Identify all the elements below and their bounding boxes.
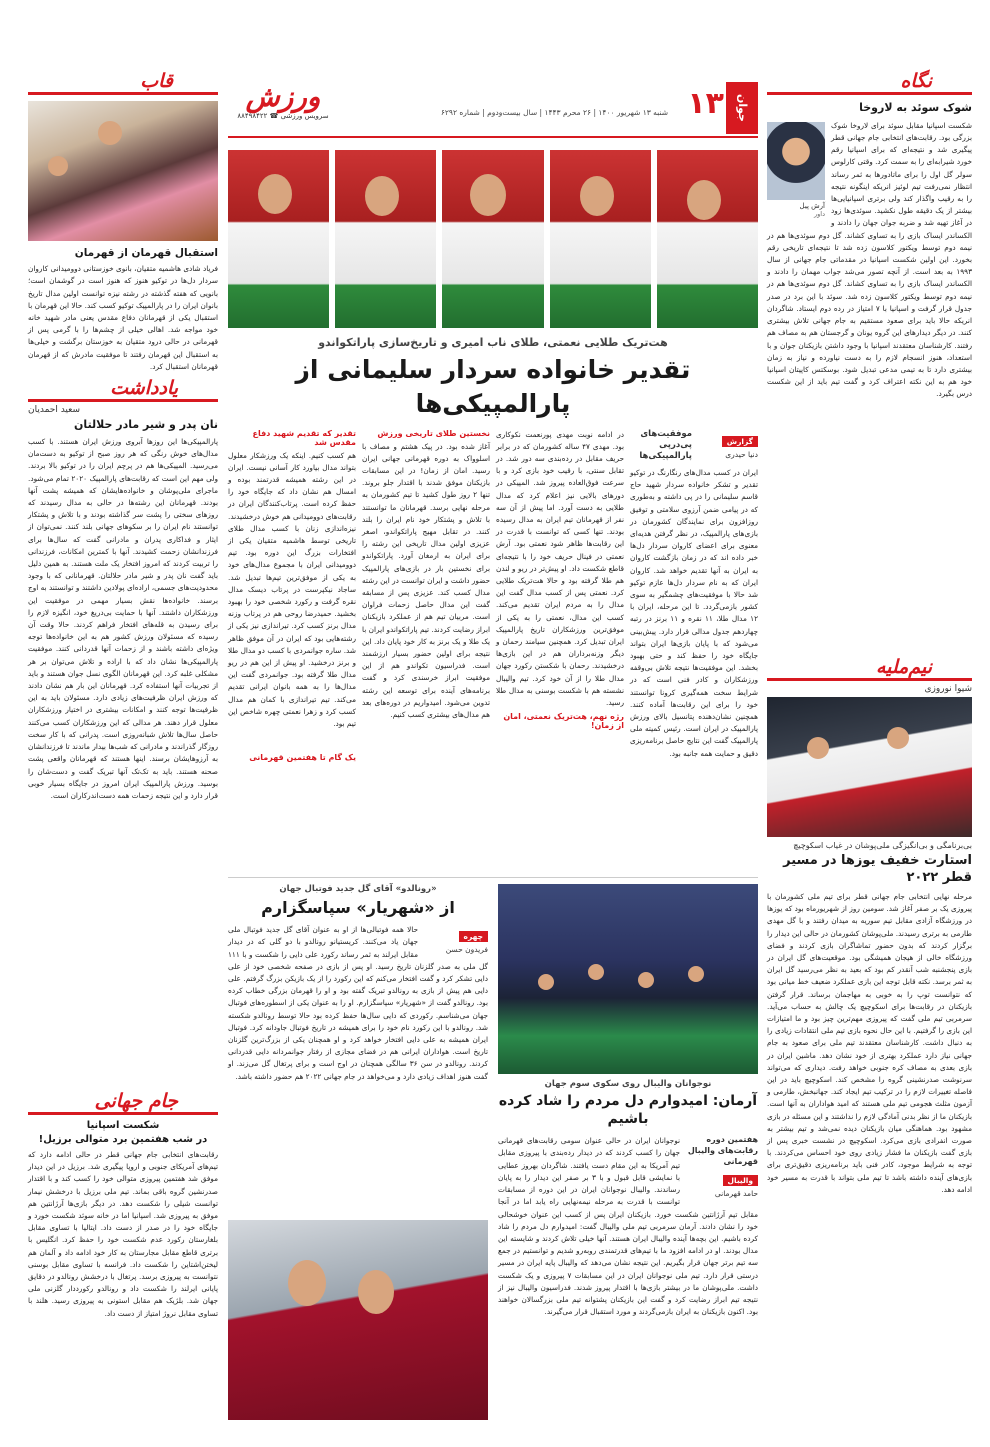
- lead-col-3-text: آغاز شده بود. در پیک هشتم و مصاف با اسلوواک به دوره قهرمانی جهانی ایران رسید. امان از زمان! در این مسابقات بازیکنان موفق شدند با اقتدار جلو بروند. تنها ۲ روز طول کشید تا تیم کشورمان به مرحله نهایی برسد. قهرمانان ما توانستند با تلاش و پشتکار خود نام ایران را بلند کنند. در تقابل مهیج پاراتکواندو، اصغر عزیزی اولین مدال تاریخی این رشته را برای ایران به ارمغان آورد. پاراتکواندو برای نخستین بار در بازی‌های پارالمپیک حضور داشت و ایران توانست در این رشته مدال کسب کند. عزیزی پس از مسابقه گفت این مدال حاصل زحمات فراوان است. مربیان تیم هم از عملکرد بازیکنان ابراز رضایت کردند. تیم پاراتکواندو ایران با یک طلا و یک برنز به کار خود پایان داد. این نتیجه برای اولین حضور بسیار ارزشمند است. فدراسیون تکواندو هم از این موفقیت ابراز خرسندی کرد و گفت برنامه‌های آینده برای توسعه این رشته تدوین می‌شود. امیدواریم در دوره‌های بعد هم مدال‌های بیشتری کسب کنیم.: [362, 441, 490, 719]
- ronaldo-kicker: «رونالدو» آقای گل جدید فوتبال جهان: [279, 883, 437, 894]
- negah-author: آرش پیل: [799, 201, 825, 210]
- lead-col-3: [362, 429, 490, 867]
- section-logo: [228, 82, 338, 120]
- section-ghab: قاب: [140, 70, 173, 92]
- lead-col-4: [228, 429, 356, 867]
- ronaldo-title: از «شهریار» سپاسگزارم: [261, 897, 455, 917]
- ronaldo-story: [228, 884, 488, 1447]
- lead-kicker: هت‌تریک طلایی نعمتی، طلای ناب امیری و تاریخ‌سازی پاراتکواندو: [318, 336, 668, 349]
- volleyball-team-photo: [498, 884, 758, 1074]
- nim-maleh-body: مرحله نهایی انتخابی جام جهانی قطر برای تیم ملی کشورمان با پیروزی یک بر صفر آغاز شد. سومین روز از شهریورماه بود که یوزها در ورزشگاه آزادی مقابل تیم سوریه به میدان رفتند و با گل مهدی طارمی به برتری رسیدند. ملی‌پوشان کشورمان در حالی این دیدار را برگزار کردند که بدون حضور تماشاگران بازی کردند و فضای ورزشگاه خالی از هیجان همیشگی بود. موقعیت‌های گل ایران در بازی پنجشنبه شب آنقدر کم بود که بعید به نظر می‌رسید گل ایران به ثمر برسد. نکته قابل توجه این بازی عملکرد ضعیف خط میانی بود که نتوانست توپ را به خوبی به مهاجمان برساند. قرار گرفتن بازیکنان در رقابت‌ها برای اسکوچیچ یک چالش به حساب می‌آید. سرمربی تیم ملی گفت که پیروزی مهم‌ترین چیز بود و ما امتیازات این بازی را گرفتیم. با این حال نحوه بازی تیم ملی انتقادات زیادی را به دنبال داشت. کارشناسان معتقدند تیم ملی برای صعود به جام جهانی نیاز دارد عملکرد بهتری از خود نشان دهد. ماشین ایران در بازی بعدی به مصاف کره جنوبی خواهد رفت. دیداری که می‌تواند سرنوشت صدرنشینی گروه را مشخص کند. اسکوچیچ باید در این فاصله تغییرات لازم را در ترکیب تیم ایجاد کند. جهانبخش، طارمی و آزمون مثلث هجومی تیم ملی هستند که امید هواداران به آنها است. بازیکنان ما از نظر بدنی آمادگی لازم را نداشتند و این مسئله در بازی مشهود بود. هماهنگی میان بازیکنان دیده نمی‌شد و تیم بیشتر به صورت انفرادی بازی می‌کرد. اسکوچیچ در نشست خبری پس از بازی گفت بازیکنان ما فشار زیادی روی خود احساس می‌کردند. با توجه به شرایط موجود، کادر فنی باید برنامه‌ریزی دقیق‌تری برای بازی‌های آینده داشته باشد تا تیم ملی بتواند با قدرت به مسیر خود ادامه دهد.: [767, 891, 972, 1194]
- newspaper-logo: [676, 82, 758, 134]
- lead-title: تقدیر خانواده سردار سلیمانی از پارالمپیکی‌ها: [295, 355, 691, 418]
- section-yaddasht: یادداشت: [110, 377, 178, 400]
- ghab-body: فریاد شادی هاشمیه متقیان، بانوی خوزستانی دوومیدانی کاروان سردار دل‌ها در توکیو هنوز که هنوز است در گوشمان است؛ بانویی که هفته گذشته در رشته نیزه توانست اولین مدال تاریخ بانوان ایران را در پارالمپیک توکیو کسب کند. حالا این قهرمان با استقبال یکی از قهرمانان دفاع مقدس یعنی مادر شهید خانه خود مواجه شد. اهالی خیلی از چشم‌ها را با گرمی پس از قهرمانی در حالی درود متقیان به خوزستان برگشت و خیلی‌ها به استقبال این قهرمان رفتند تا موفقیت مادرش که از قهرمان قهرمانان استقبال کرد.: [28, 264, 218, 371]
- left-column: [28, 70, 218, 1405]
- volleyball-author: حامد قهرمانی: [714, 1188, 758, 1198]
- athlete-photo: [228, 150, 329, 328]
- ghab-title: استقبال قهرمان از قهرمان: [74, 247, 218, 259]
- lead-sub-4: یک گام تا هفتمین قهرمانی: [249, 752, 356, 762]
- negah-title: شوک سوئد به لاروخا: [859, 101, 972, 114]
- volleyball-kicker: نوجوانان والیبال روی سکوی سوم جهان: [544, 1078, 712, 1089]
- ghab-photo: [28, 101, 218, 241]
- issue-number: ۱۳: [687, 86, 724, 121]
- lead-col-1-text: ایران در کسب مدال‌های رنگارنگ در توکیو تقدیر و تشکر خانواده سردار شهید حاج قاسم سلیمانی را در پی داشته و به‌طوری که در پیامی ضمن آرزوی سلامتی و توفیق روزافزون برای نمایندگان کشورمان در بازی‌های پارالمپیک، در نظر گرفتن هدیه‌ای معنوی برای اعضای کاروان سردار دل‌ها خبر داده اند که در زمان بازگشت کاروان به ایران به آنها تقدیم خواهد شد. کاروان ایران که به نام سردار دل‌ها عازم توکیو شد حالا با موفقیت‌های چشمگیر به سوی کشور بازمی‌گردد. تا این مرحله، ایران با ۱۲ مدال طلا، ۱۱ نقره و ۱۱ برنز در رتبه چهاردهم جدول مدالی قرار دارد. پیش‌بینی می‌شود که با پایان بازی‌ها ایران بتواند جایگاه خود را حفظ کند و حتی بهبود بخشد. این موفقیت‌ها نتیجه تلاش بی‌وقفه ورزشکاران و کادر فنی است که در شرایط سخت همه‌گیری کرونا توانستند خود را برای این رقابت‌ها آماده کنند. همچنین نشان‌دهنده پتانسیل بالای ورزش پارالمپیک در ایران است. رئیس کمیته ملی پارالمپیک گفت این نتایج حاصل برنامه‌ریزی دقیق و حمایت همه جانبه بود.: [630, 467, 758, 758]
- athlete-photo: [550, 150, 651, 328]
- date-line: شنبه ۱۳ شهریور ۱۴۰۰ | ۲۶ محرم ۱۴۴۳ | سال بیست‌ودوم | شماره ۶۲۹۲: [440, 108, 668, 117]
- negah-body: شکست اسپانیا مقابل سوئد برای لاروخا شوک بزرگی بود. رقابت‌های انتخابی جام جهانی قطر پیگیری شد و نتیجه‌ای که برای اسپانیا رقم خورد شیرابه‌ای را به سمت کرد. وقتی کارلوس سولر گل اول را برای ماتادورها به ثمر رساند انتظار نمی‌رفت تیم لوئیز انریکه اینگونه نتیجه را به رقیب واگذار کند ولی برتری اسپانیایی‌ها بیشتر از یک دقیقه طول نکشید. سوئدی‌ها زود در آغاز تهیه شد و ضربه جوان جهان را دادند و الکساندر ایساک بازی را به تساوی کشاند. گل دوم سوئدی‌ها هم در نیمه دوم توسط ویکتور کلاسون زده شد تا نتیجه‌ای تاریخی رقم بخورد. این اولین شکست اسپانیا در مقدماتی جام جهانی از سال ۱۹۹۳ به بعد است. از آنچه تصور می‌شد جواب مهمان را دادند و الکساندر ایساک بازی را به تساوی کشاند. گل دوم سوئدی‌ها هم در نیمه دوم توسط ویکتور کلاسون زده شد. سوئد با این برد در صدر جدول قرار گرفت و اسپانیا با ۷ امتیاز در رده دوم ایستاد. شاگردان انریکه حالا باید برای صعود مستقیم به جام جهانی تلاش بیشتری کنند. در دیگر دیدارهای این گروه یونان و گرجستان هم به مصاف هم رفتند. کارشناسان معتقدند اسپانیا با وجود داشتن بازیکنان جوان و با استعداد، هنوز انسجام لازم را به دست نیاورده و نیاز به زمان بیشتری دارد تا به تیمی مدعی تبدیل شود. بوسکتس کاپیتان اسپانیا خود هم به این نکته اعتراف کرد و گفت تیم باید از این شکست درس بگیرد.: [767, 120, 973, 399]
- athlete-photo: [442, 150, 543, 328]
- nim-maleh-kicker: بی‌برنامگی و بی‌انگیزگی ملی‌پوشان در غیاب اسکوچیچ: [793, 840, 972, 850]
- athlete-photo: [335, 150, 436, 328]
- divider: [767, 92, 972, 95]
- masthead: [228, 78, 758, 138]
- divider: [28, 1112, 218, 1115]
- divider: [28, 92, 218, 95]
- lead-col-4-text: هم کسب کنیم. اینکه یک ورزشکار معلول بتواند مدال بیاورد کار آسانی نیست. ایران در این رشته همیشه قدرتمند بوده و امسال هم نشان داد که جایگاه خود را حفظ کرده است. پرتاب‌کنندگان ایران در رقابت‌های دوومیدانی هم خوش درخشیدند. نیزه‌اندازی زنان با کسب مدال طلای تاریخی توسط هاشمیه متقیان یکی از افتخارات بزرگ این دوره بود. تیم دوومیدانی ایران با مجموع مدال‌های خود به یکی از موفق‌ترین تیم‌ها تبدیل شد. ساجاد نیکپرست در پرتاب دیسک مدال نقره گرفت و رکورد شخصی خود را بهبود بخشید. حمیدرضا روحی هم در پرتاب وزنه مدال برنز کسب کرد. تیراندازی نیز یکی از رشته‌هایی بود که ایران در آن موفق ظاهر شد. ساره جوانمردی با کسب دو مدال طلا و برنز درخشید. او پیش از این هم در ریو مدال طلا گرفته بود. جوانمردی گفت این مدال‌ها را به همه بانوان ایرانی تقدیم می‌کند. تیم تیراندازی با کمان هم مدال کسب کرد و زهرا نعمتی چهره شاخص این تیم بود.: [228, 450, 356, 728]
- lead-tag: گزارش: [722, 436, 758, 447]
- lead-sub-3: تقدیر که تقدیم شهید دفاع مقدس شد: [252, 428, 356, 447]
- author-photo: [767, 122, 825, 200]
- volleyball-tag: والیبال: [723, 1175, 759, 1186]
- team-melli-photo: [767, 697, 972, 837]
- lead-box-title: موفقیت‌های پی‌درپی پارالمپیکی‌ها: [639, 428, 692, 462]
- right-column: [767, 70, 972, 1405]
- ronaldo-body: حالا همه فوتبالی‌ها از او به عنوان آقای گل جدید فوتبال ملی جهان یاد می‌کنند. کریستیانو رونالدو با دو گلی که در دیدار مقابل ایرلند به ثمر رساند رکورد علی دایی را شکست و با ۱۱۱ گل ملی به صدر گلزنان تاریخ رسید. او پس از بازی در صفحه شخصی خود از علی دایی تشکر کرد و گفت افتخار می‌کنم که این رکورد را از یک بازیکن بزرگ گرفتم. علی دایی هم پیش از بازی به رونالدو تبریک گفته بود و او را قهرمان بزرگی خطاب کرده بود. رونالدو گفت از «شهریار» سپاسگزارم. او را به عنوان یکی از اسطوره‌های فوتبال جهان می‌شناسم. رکوردی که دایی سال‌ها حفظ کرده بود حالا توسط رونالدو شکسته شد. رونالدو با این رکورد نام خود را برای همیشه در تاریخ فوتبال جاودانه کرد. فوتبال ایران همیشه به علی دایی افتخار خواهد کرد و او همچنان یکی از بزرگ‌ترین گلزنان تاریخ است. هواداران ایرانی هم در فضای مجازی از رفتار جوانمردانه دایی قدردانی کردند. رونالدو در سن ۳۶ سالگی همچنان در اوج است و برای پرتغال گل می‌زند. او گفت هنوز اهداف زیادی دارد و می‌خواهد در جام جهانی ۲۰۲۲ هم حضور داشته باشد.: [228, 925, 488, 1081]
- volleyball-story: [498, 884, 758, 1447]
- negah-author-title: داور: [814, 209, 825, 218]
- athlete-photo: [657, 150, 758, 328]
- yaddasht-title: نان پدر و شیر مادر حلالتان: [74, 418, 218, 432]
- athletes-photos: [228, 150, 758, 328]
- section-nim-maleh: نیم‌ملیه: [875, 655, 932, 678]
- paper-name: جوان: [726, 82, 758, 134]
- nim-maleh-title: استارت خفیف یوزها در مسیر قطر ۲۰۲۲: [783, 852, 972, 886]
- jam-jahani-kicker: شکست اسپانیا: [86, 1120, 160, 1132]
- volleyball-title: آرمان: امیدوارم دل مردم را شاد کرده باشیم: [498, 1092, 758, 1128]
- lead-col-1: [630, 429, 758, 867]
- jam-jahani-title: در شب هفتمین برد متوالی برزیل!: [38, 1133, 208, 1145]
- lead-author: دنیا حیدری: [725, 449, 758, 459]
- lead-sub-2: نخستین طلای تاریخی ورزش: [377, 428, 490, 438]
- section-logo-text: ورزش: [245, 80, 321, 113]
- bottom-stories: [228, 877, 758, 1447]
- section-negah: نگاه: [900, 70, 932, 92]
- jam-jahani-body: رقابت‌های انتخابی جام جهانی قطر در حالی ادامه دارد که تیم‌های آمریکای جنوبی و اروپا پیگیری شد. برزیل در این دیدار موفق شد هفتمین پیروزی متوالی خود را کسب کند و با اقتدار صدرنشین گروه باقی بماند. تیم ملی برزیل با درخشش نیمار توانست شیلی را شکست دهد. در دیگر بازی‌ها آرژانتین هم موفق به پیروزی شد. اسپانیا اما در خانه سوئد شکست خورد و جایگاه خود را در صدر از دست داد. ایتالیا با تساوی مقابل بلغارستان رکورد عدم شکست خود را حفظ کرد. انگلیس با برتری قاطع مقابل مجارستان به کار خود ادامه داد و آلمان هم لیختن‌اشتاین را شکست داد. فرانسه با تساوی مقابل بوسنی نتوانست به پیروزی برسد. پرتغال با درخشش رونالدو در دقایق پایانی ایرلند را شکست داد و رونالدو رکورددار گلزنی ملی جهان شد. بلژیک هم مقابل استونی به پیروزی رسید. هلند با تساوی مقابل نروژ امتیاز از دست داد.: [28, 1150, 218, 1318]
- main-column: [228, 150, 758, 1447]
- yaddasht-body: پارالمپیکی‌ها این روزها آبروی ورزش ایران هستند. با کسب مدال‌های خوش رنگی که هر روز صبح از توکیو به دست‌مان می‌رسید. المپیکی‌ها هم در پرچم ایران را در توکیو بالا بردند. ولی مهم این است که رقابت‌های پارالمپیک ۲۰۲۰ تمام می‌شود. ماجرای ملی‌پوشان و خانواده‌هایشان که همیشه پشت آنها بودند. قهرمانان این رشته‌ها در حالی به مدال رسیدند که روزهای سختی را پشت سر گذاشته بودند و با تلاش و پشتکار توانستند نام ایران را بر سکوهای جهانی بلند کنند. نمی‌توان از ایثار و فداکاری پدران و مادرانی گفت که سال‌ها برای فرزندانشان زحمت کشیدند. آنها با کمترین امکانات، فرزندانی را تربیت کردند که امروز افتخار یک ملت هستند. به همین دلیل باید گفت نان پدر و شیر مادر حلالتان. قهرمانانی که با وجود محدودیت‌های جسمی، اراده‌ای پولادین داشتند و توانستند به اوج برسند. خانواده‌ها نقش بسیار مهمی در موفقیت این ورزشکاران داشتند. آنها با حمایت بی‌دریغ خود، انگیزه لازم را برای رسیدن به قله‌های افتخار فراهم کردند. حالا وقت آن رسیده که مسئولان ورزش کشور هم به این خانواده‌ها توجه ویژه‌ای داشته باشند و از زحمات آنها قدردانی کنند. موفقیت پارالمپیکی‌ها نشان داد که با اراده و تلاش می‌توان بر هر مشکلی غلبه کرد. این قهرمانان الگوی نسل جوان هستند و باید از تجربیات آنها استفاده کرد. قهرمانان این بار هم نشان دادند که ورزش ایران ظرفیت‌های زیادی دارد. مسئولان باید به این ظرفیت‌ها توجه کنند و امکانات بیشتری در اختیار ورزشکاران معلول قرار دهند. هر مدالی که این ورزشکاران کسب می‌کنند حاصل سال‌ها تلاش شبانه‌روزی است. پدرانی که با کار سخت روزگار گذراندند و مادرانی که شب‌ها بیدار ماندند تا فرزندانشان به آرزوهایشان برسند. اینها هستند که قهرمانان واقعی پشت صحنه هستند. باید به تک‌تک آنها تبریک گفت و دست‌شان را بوسید. ورزش پارالمپیک ایران امروز در جایگاه بسیار خوبی قرار دارد و این نتیجه زحمات همه دست‌اندرکاران است.: [28, 437, 218, 800]
- lead-col-2: [496, 429, 624, 867]
- volleyball-body: نوجوانان ایران در حالی عنوان سومی رقابت‌های قهرمانی جهان را کسب کردند که در دیدار رده‌بندی با پیروزی مقابل تیم آمریکا به این مقام دست یافتند. شاگردان بهروز عطایی با نمایشی قابل قبول و با ۳ بر صفر این دیدار را به پایان رساندند. والیبال نوجوانان ایران در این دوره از مسابقات توانست با قدرت به مرحله نیمه‌نهایی راه یابد اما در آنجا مقابل تیم آرژانتین شکست خورد. بازیکنان ایران پس از کسب این عنوان خوشحالی خود را نشان دادند. آرمان سرمربی تیم ملی والیبال گفت: امیدوارم دل مردم را شاد کرده باشیم. این بچه‌ها آینده والیبال ایران هستند. آنها خیلی تلاش کردند و شایسته این مدال بودند. او در ادامه افزود ما با تیم‌های قدرتمندی روبه‌رو شدیم و توانستیم در جمع سه تیم برتر جهان قرار بگیریم. این نتیجه نشان می‌دهد که والیبال پایه ایران در مسیر درستی قرار دارد. تیم ملی نوجوانان ایران در این مسابقات ۷ پیروزی و یک شکست داشت. ملی‌پوشان ما در بیشتر بازی‌ها با اقتدار پیروز شدند. فدراسیون والیبال نیز از نتیجه تیم ابراز رضایت کرد و گفت این بازیکنان پشتوانه تیم ملی بزرگسالان خواهند بود. اکنون بازیکنان به ایران بازمی‌گردند و مورد استقبال قرار می‌گیرند.: [498, 1136, 758, 1317]
- ronaldo-author: فریدون حسن: [445, 945, 488, 955]
- section-jam-jahani: جام جهانی: [94, 1090, 178, 1113]
- yaddasht-author: سعید احمدیان: [28, 405, 81, 416]
- section-contact: سرویس ورزشی ☎ ۸۸۴۹۸۴۲۲: [237, 112, 329, 120]
- lead-body: [228, 429, 758, 867]
- lead-col-2-text: در ادامه نوبت مهدی پورنعمت نکوکاری بود. مهدی ۴۷ ساله کشورمان که در برابر حریف مقابل در رده‌بندی سه دور شد. در تقابل سنتی، با رقیب خود بازی کرد و با سرعت فوق‌العاده پیروز شد. المپیکی در دورهای بالایی نیز اعلام کرد که مدال طلایی به دست آورد. اما پیش از آن سه نفر از قهرمانان تیم ایران به مدال رسیده بودند. تنها کسی که توانست با قدرت در این رقابت‌ها ظاهر شود نعمتی بود. آرش نعمتی در فینال حریف خود را با نتیجه‌ای قاطع شکست داد. او پیش‌تر در ریو و لندن هم طلا گرفته بود و حالا هت‌تریک طلایی کرد. نعمتی پس از کسب مدال گفت این مدال را به مردم ایران تقدیم می‌کند. کسب این مدال، نعمتی را به یکی از موفق‌ترین ورزشکاران تاریخ پارالمپیک ایران تبدیل کرد. همچنین سیامند رحمان و دیگر وزنه‌برداران هم در این بازی‌ها درخشیدند. رحمان با شکستن رکورد جهان مدال طلا را از آن خود کرد. تیم والیبال نشسته هم با شکست بوسنی به مدال طلا رسید.: [496, 429, 625, 707]
- ronaldo-tag: چهره: [459, 931, 488, 942]
- nim-maleh-author: شیوا نوروزی: [924, 683, 972, 694]
- ronaldo-daei-photo: [228, 1220, 488, 1420]
- divider: [767, 678, 972, 681]
- lead-sub-1: رژه نهم، هت‌تریک نعمتی، امان از زمان!: [503, 712, 624, 731]
- volleyball-box-title: هفتمین دوره رقابت‌های والیبال قهرمانی: [687, 1135, 758, 1166]
- divider: [28, 399, 218, 402]
